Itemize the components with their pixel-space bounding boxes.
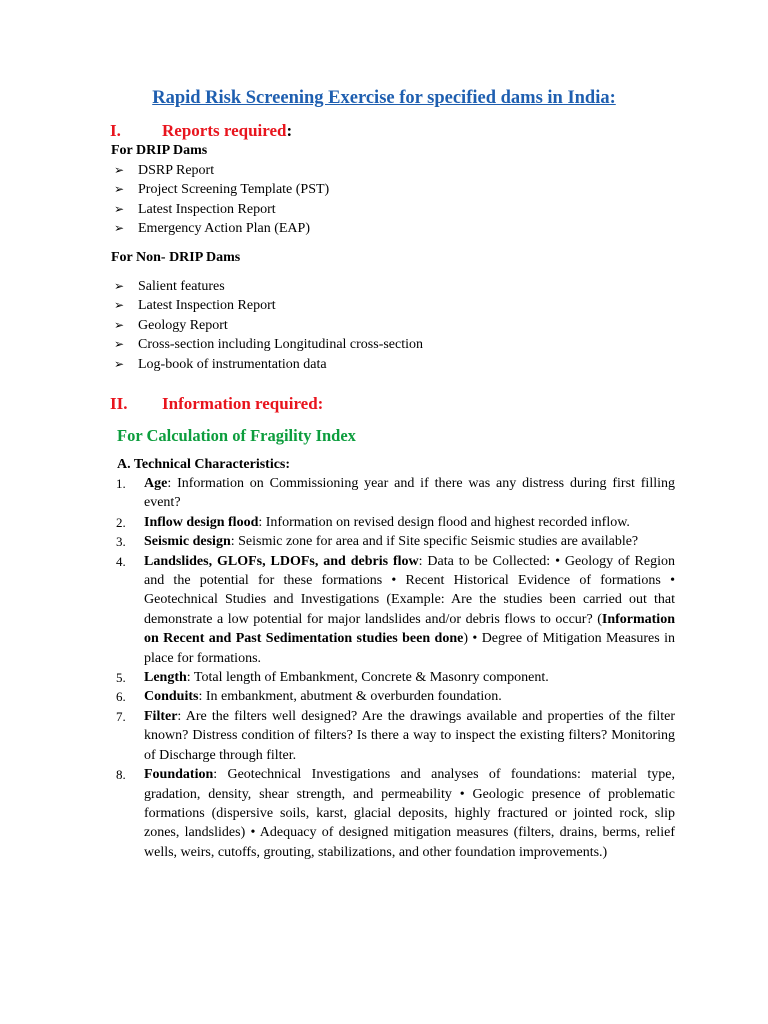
item-description: : Total length of Embankment, Concrete & Masonry component. [186,670,549,686]
page-title: Rapid Risk Screening Exercise for specified dams in India: [152,88,616,108]
drip-dams-heading: For DRIP Dams [111,143,208,158]
item-description: : Information on revised design flood and highest recorded inflow. [258,514,630,530]
numbered-item [116,765,675,862]
arrowhead-bullet-icon: ➢ [114,298,125,313]
section-title: Information required: [162,394,324,413]
numbered-item [116,474,675,513]
item-number: 4. [116,553,126,569]
item-text [144,552,675,668]
item-number: 2. [116,514,126,530]
list-item-text: Emergency Action Plan (EAP) [138,221,310,237]
list-item [114,219,329,238]
item-text [144,532,675,551]
list-item [114,200,329,219]
item-text [144,765,675,862]
item-description: : Geotechnical Investigations and analyses of foundations: material type, gradation, density, shear strength, and permeability • Geologic presence of problematic formations (dispersive soils, karst, glacial deposits, highly fractured or jointed rock, slip zones, landslides) • Adequacy of designed mitigation measures (filters, drains, berms, relief wells, weirs, cutoffs, grouting, stabilizations, and other foundation improvements.) [144,767,675,860]
item-term: Age [144,476,168,491]
item-term: Length [144,670,187,686]
section-reports-heading [110,121,292,141]
numbered-item [116,668,675,687]
arrowhead-bullet-icon: ➢ [114,356,125,371]
arrowhead-bullet-icon: ➢ [114,317,125,332]
technical-characteristics-heading: A. Technical Characteristics: [117,457,291,472]
item-description: : Data to be Collected: • Geology of Region and the potential for these formations • Recent Historical Evidence of formations • Geotechnical Studies and Investigations (Example: Are the studies been carried out that demonstrate a low potential for major landslides and/or debris flows to occur? ( [144,553,675,627]
section-title: Reports required [162,121,287,140]
item-number: 7. [116,708,126,724]
section-information-heading [110,394,323,414]
item-number: 5. [116,670,126,686]
item-text [144,513,675,532]
list-item-text: DSRP Report [138,163,215,178]
item-term: Landslides, GLOFs, LDOFs, and debris flow [144,553,419,569]
list-item [114,355,423,374]
technical-characteristics-list [116,474,675,862]
list-item [114,180,329,199]
item-number: 1. [116,476,126,491]
arrowhead-bullet-icon: ➢ [114,182,125,197]
non-drip-reports-list [114,277,423,374]
item-description: : Information on Commissioning year and if there was any distress during first filling event? [144,476,675,511]
list-item-text: Project Screening Template (PST) [138,182,330,198]
section-number: II. [110,394,128,413]
item-term: Information on Recent and Past Sedimentation studies been done [144,611,675,647]
list-item [114,335,423,354]
item-text [144,668,675,687]
item-description: ) • Degree of Mitigation Measures in place for formations. [144,631,675,666]
arrowhead-bullet-icon: ➢ [114,201,125,216]
list-item-text: Cross-section including Longitudinal cross-section [138,337,424,353]
numbered-item [116,707,675,765]
item-description: : In embankment, abutment & overburden foundation. [198,689,502,705]
item-text [144,687,675,706]
list-item-text: Salient features [138,279,225,294]
item-number: 6. [116,689,126,705]
list-item [114,277,423,296]
arrowhead-bullet-icon: ➢ [114,337,125,352]
numbered-item [116,513,675,532]
section-colon: : [286,121,293,140]
numbered-item [116,687,675,706]
item-term: Seismic design [144,534,231,550]
arrowhead-bullet-icon: ➢ [114,163,125,177]
list-item-text: Latest Inspection Report [138,201,276,217]
list-item [114,316,423,335]
section-number: I. [110,121,121,140]
fragility-index-heading: For Calculation of Fragility Index [117,426,356,445]
list-item [114,296,423,315]
item-term: Inflow design flood [144,514,259,530]
item-number: 3. [116,534,126,550]
item-description: : Seismic zone for area and if Site specific Seismic studies are available? [230,534,639,550]
item-term: Conduits [144,689,199,705]
item-text [144,474,675,513]
drip-reports-list [114,161,329,239]
item-text [144,707,675,765]
numbered-item [116,552,675,668]
list-item-text: Geology Report [138,317,228,333]
item-description: : Are the filters well designed? Are the drawings available and properties of the filter known? Distress condition of filters? Is there a way to inspect the existing filters? Monitoring of Discharge through filter. [144,708,675,763]
list-item-text: Latest Inspection Report [138,298,276,314]
list-item [114,161,329,180]
item-term: Foundation [144,767,214,783]
non-drip-dams-heading: For Non- DRIP Dams [111,250,241,265]
item-number: 8. [116,767,126,783]
arrowhead-bullet-icon: ➢ [114,279,125,293]
arrowhead-bullet-icon: ➢ [114,221,125,236]
list-item-text: Log-book of instrumentation data [138,356,327,372]
numbered-item [116,532,675,551]
item-term: Filter [144,708,178,724]
